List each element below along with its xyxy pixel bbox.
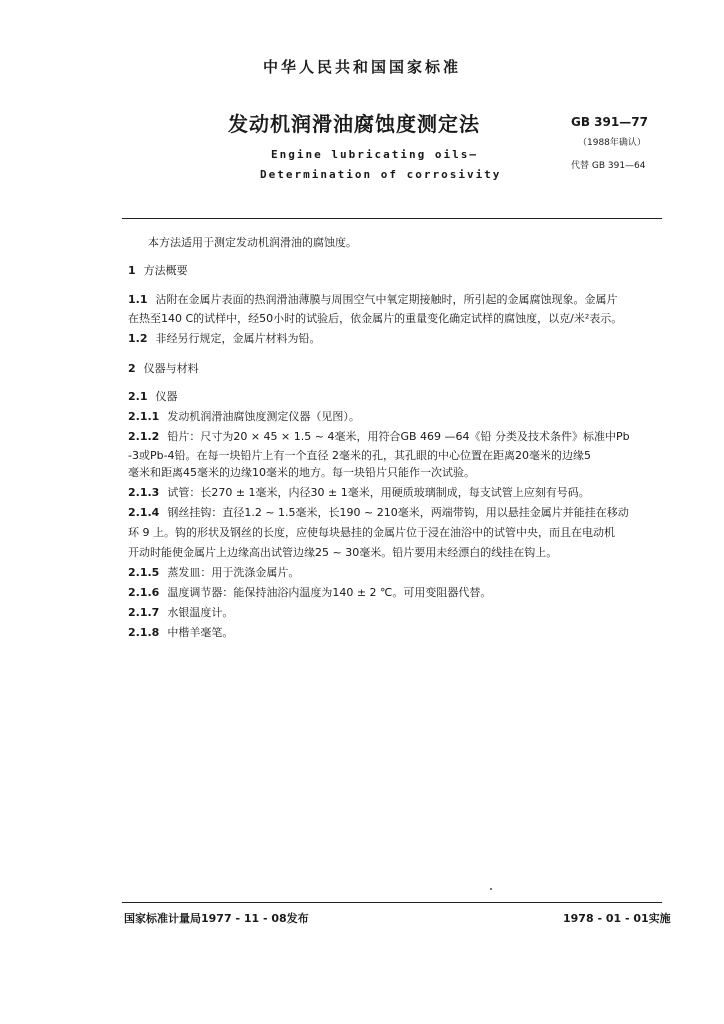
section-number: 2 [128, 362, 136, 375]
clause-text: 温度调节器：能保持油浴内温度为140 ± 2 ℃。可用变阻器代替。 [167, 586, 492, 599]
clause-number: 2.1.6 [128, 586, 160, 599]
clause-number: 2.1.8 [128, 626, 160, 639]
clause-number: 2.1.7 [128, 606, 160, 619]
standard-number: GB 391—77 [571, 115, 648, 129]
clause-number: 2.1.5 [128, 566, 160, 579]
clause-text: 仪器 [155, 390, 178, 403]
clause-text: 非经另行规定，金属片材料为铅。 [155, 332, 321, 345]
clause-text: 铅片：尺寸为20 × 45 × 1.5 ~ 4毫米，用符合GB 469 —64《铅 分类及技术条件》标准中Pb [167, 430, 630, 443]
clause-2-1-8 [128, 626, 233, 640]
english-title-line-1: Engine lubricating oils— [271, 148, 478, 161]
clause-2-1-4-line-2: 环 9 上。钩的形状及钢丝的长度，应使每块悬挂的金属片位于浸在油浴中的试管中央，而且在电动机 [128, 526, 615, 539]
clause-number: 2.1.1 [128, 410, 160, 423]
clause-number: 1.1 [128, 293, 148, 306]
clause-number: 2.1.2 [128, 430, 160, 443]
section-1-heading [128, 264, 188, 278]
clause-2-1-2-line-2: -3或Pb-4铅。在每一块铅片上有一个直径 2毫米的孔，其孔眼的中心位置在距离20毫米的边缘5 [128, 449, 592, 462]
confirmation-year: （1988年确认） [578, 138, 646, 148]
clause-number: 2.1 [128, 390, 148, 403]
clause-2-1-5 [128, 566, 299, 580]
clause-number: 2.1.4 [128, 506, 160, 519]
section-2-heading [128, 362, 199, 376]
footer-divider [122, 902, 662, 903]
section-title: 仪器与材料 [143, 362, 199, 375]
effective-date: 1978 - 01 - 01实施 [563, 912, 671, 925]
clause-2-1-4-line-1 [128, 506, 629, 520]
document-title: 发动机润滑油腐蚀度测定法 [228, 112, 480, 136]
clause-number: 1.2 [128, 332, 148, 345]
replaces-standard: 代替 GB 391—64 [571, 161, 646, 171]
clause-text: 试管：长270 ± 1毫米，内径30 ± 1毫米，用硬质玻璃制成，每支试管上应刻有号码。 [167, 486, 590, 499]
issue-date: 国家标准计量局1977 - 11 - 08发布 [124, 912, 309, 925]
clause-text: 水银温度计。 [167, 606, 234, 619]
clause-text: 钢丝挂钩：直径1.2 ~ 1.5毫米，长190 ~ 210毫米，两端带钩，用以悬挂金属片并能挂在移动 [167, 506, 629, 519]
clause-2-1-1 [128, 410, 360, 424]
clause-1-1-line-2: 在热至140 C的试样中，经50小时的试验后，依金属片的重量变化确定试样的腐蚀度，以克/米²表示。 [128, 312, 623, 325]
intro-paragraph: 本方法适用于测定发动机润滑油的腐蚀度。 [148, 236, 357, 249]
clause-2-1-2-line-3: 毫米和距离45毫米的边缘10毫米的地方。每一块铅片只能作一次试验。 [128, 466, 475, 479]
clause-2-1-6 [128, 586, 491, 600]
clause-number: 2.1.3 [128, 486, 160, 499]
section-title: 方法概要 [143, 264, 188, 277]
clause-2-1-2-line-1 [128, 430, 630, 444]
english-title-line-2: Determination of corrosivity [260, 168, 502, 181]
header-divider [122, 218, 662, 219]
clause-text: 沾附在金属片表面的热润滑油薄膜与周围空气中氧定期接触时，所引起的金属腐蚀现象。金属片 [155, 293, 618, 306]
clause-text: 蒸发皿：用于洗涤金属片。 [167, 566, 300, 579]
section-number: 1 [128, 264, 136, 277]
clause-2-1 [128, 390, 178, 404]
clause-2-1-7 [128, 606, 233, 620]
scan-speck [490, 888, 492, 890]
clause-2-1-3 [128, 486, 590, 500]
clause-text: 中楷羊毫笔。 [167, 626, 234, 639]
clause-1-2 [128, 332, 321, 346]
clause-2-1-4-line-3: 开动时能使金属片上边缘高出试管边缘25 ~ 30毫米。铅片要用未经漂白的线挂在钩上。 [128, 546, 558, 559]
clause-1-1-line-1 [128, 293, 618, 307]
clause-text: 发动机润滑油腐蚀度测定仪器（见图）。 [167, 410, 360, 423]
national-standard-header: 中华人民共和国国家标准 [262, 58, 461, 76]
